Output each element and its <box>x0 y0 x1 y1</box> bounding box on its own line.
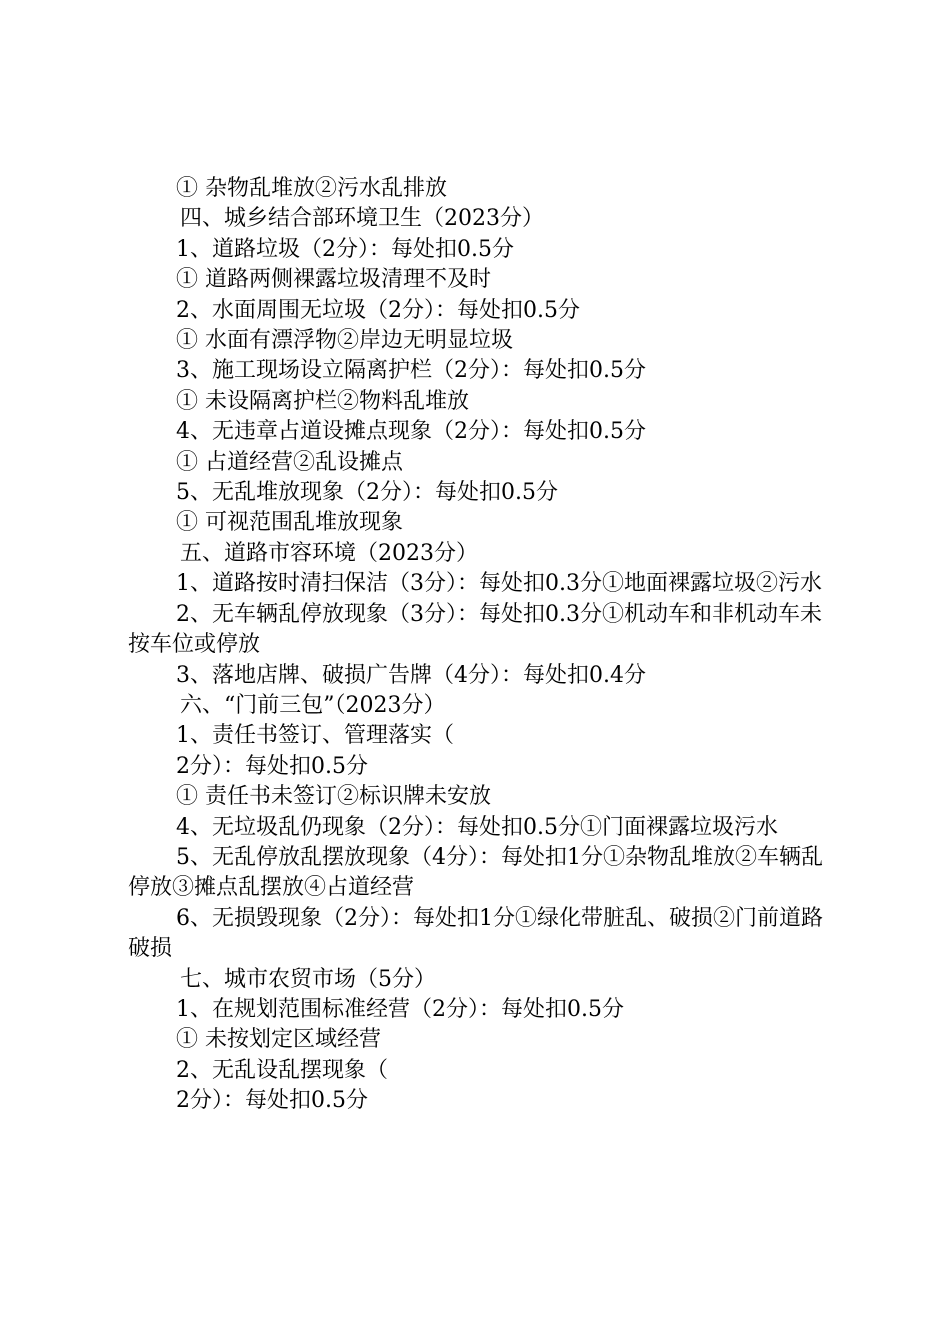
section-heading: 六、“门前三包”（2023分） <box>180 692 446 718</box>
text-line: 3、施工现场设立隔离护栏（2分）：每处扣0.5分 <box>176 358 646 384</box>
text-line: ① 未按划定区域经营 <box>176 1027 381 1053</box>
text-line: ① 水面有漂浮物②岸边无明显垃圾 <box>176 328 513 354</box>
text-line: 6、无损毁现象（2分）：每处扣1分①绿化带脏乱、破损②门前道路破损 <box>128 905 823 962</box>
text-line: ① 杂物乱堆放②污水乱排放 <box>176 176 447 201</box>
text-line: ① 道路两侧裸露垃圾清理不及时 <box>176 267 491 293</box>
document-body <box>128 174 840 1117</box>
text-line: ① 占道经营②乱设摊点 <box>176 449 403 475</box>
text-line: 1、道路按时清扫保洁（3分）：每处扣0.3分①地面裸露垃圾②污水 <box>176 571 822 597</box>
section-heading: 七、城市农贸市场（5分） <box>180 966 436 992</box>
text-line: 5、无乱停放乱摆放现象（4分）：每处扣1分①杂物乱堆放②车辆乱停放③摊点乱摆放④占道经营 <box>128 844 823 901</box>
text-line: 2、无乱设乱摆现象（ <box>176 1057 388 1083</box>
text-line: ① 责任书未签订②标识牌未安放 <box>176 784 491 810</box>
text-line: 2、水面周围无垃圾（2分）：每处扣0.5分 <box>176 297 580 323</box>
text-line: 3、落地店牌、破损广告牌（4分）：每处扣0.4分 <box>176 662 646 688</box>
text-line: 4、无垃圾乱仍现象（2分）：每处扣0.5分①门面裸露垃圾污水 <box>176 814 778 840</box>
text-line: ① 未设隔离护栏②物料乱堆放 <box>176 388 469 414</box>
text-line: 2、无车辆乱停放现象（3分）：每处扣0.3分①机动车和非机动车未按车位或停放 <box>128 601 822 658</box>
section-heading: 五、道路市容环境（2023分） <box>180 540 478 566</box>
text-line: ① 可视范围乱堆放现象 <box>176 510 403 536</box>
text-line: 4、无违章占道设摊点现象（2分）：每处扣0.5分 <box>176 419 646 445</box>
text-line: 2分）：每处扣0.5分 <box>176 753 368 779</box>
text-line: 2分）：每处扣0.5分 <box>176 1088 368 1114</box>
text-line: 5、无乱堆放现象（2分）：每处扣0.5分 <box>176 480 558 506</box>
section-heading: 四、城乡结合部环境卫生（2023分） <box>180 206 544 232</box>
text-line: 1、责任书签订、管理落实（ <box>176 723 454 749</box>
text-line: 1、在规划范围标准经营（2分）：每处扣0.5分 <box>176 996 624 1022</box>
text-line: 1、道路垃圾（2分）：每处扣0.5分 <box>176 236 514 262</box>
